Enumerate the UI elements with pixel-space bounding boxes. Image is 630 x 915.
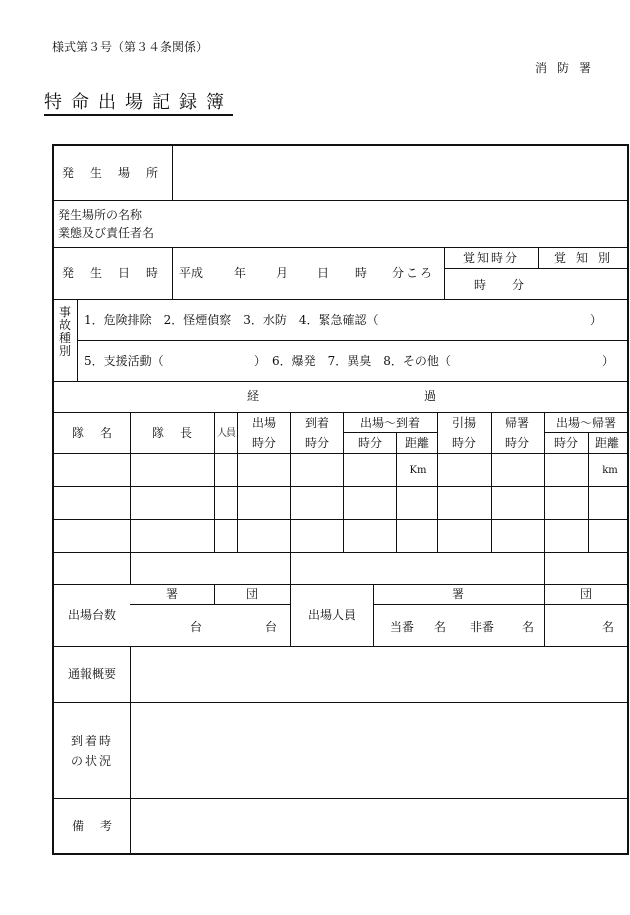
col-time: 時分	[553, 436, 579, 450]
col-distance: 距離	[404, 436, 430, 450]
table-row[interactable]	[54, 520, 627, 552]
remarks-field[interactable]	[131, 799, 627, 853]
arrival-status-label-1: 到着時	[70, 734, 114, 748]
col-return-2: 時分	[504, 436, 530, 450]
col-return-1: 帰署	[504, 416, 530, 430]
incident-type-row-2a: 5．支援活動（	[84, 354, 164, 368]
rule	[54, 381, 627, 382]
rule	[373, 584, 374, 646]
rule	[343, 432, 437, 433]
year-unit: 年	[234, 266, 247, 280]
col-distance: 距離	[594, 436, 620, 450]
awareness-time-label: 覚知時分	[462, 251, 520, 265]
incident-type-row-1-close: ）	[590, 313, 603, 327]
datetime-label: 発生日時	[61, 266, 175, 280]
km-unit: Km	[409, 465, 427, 476]
record-form	[52, 144, 629, 855]
location-name-label: 発生場所の名称	[58, 208, 143, 222]
awareness-type-label: 覚知別	[553, 251, 621, 265]
rule	[444, 268, 627, 269]
off-duty-label: 非番	[470, 620, 495, 634]
form-number: 様式第３号（第３４条関係）	[52, 40, 209, 54]
col-dispatch-2: 時分	[251, 436, 277, 450]
location-field[interactable]	[173, 146, 627, 200]
col-arrival-1: 到着	[304, 416, 330, 430]
col-unit-name: 隊名	[71, 426, 129, 440]
rule	[544, 432, 627, 433]
col-captain: 隊長	[151, 426, 209, 440]
col-dispatch-arrival: 出場〜到着	[359, 416, 421, 430]
vehicle-unit: 台	[265, 620, 278, 634]
report-summary-field[interactable]	[131, 647, 627, 702]
incident-type-row-1: 1．危険排除 2．怪煙偵察 3．水防 4．緊急確認（	[84, 313, 379, 327]
on-duty-label: 当番	[390, 620, 415, 634]
rule	[77, 299, 78, 381]
vehicles-label: 出場台数	[67, 608, 117, 622]
corps-header: 団	[245, 587, 259, 601]
table-row[interactable]	[54, 553, 627, 584]
progress-title-b: 過	[423, 389, 437, 403]
col-withdraw-2: 時分	[451, 436, 477, 450]
rule	[54, 299, 627, 300]
rule	[214, 584, 215, 604]
month-unit: 月	[276, 266, 289, 280]
person-unit: 名	[522, 620, 535, 634]
fire-station-label: 消防署	[535, 61, 602, 75]
col-dispatch-1: 出場	[251, 416, 277, 430]
era-label: 平成	[179, 266, 204, 280]
page-title: 特命出場記録簿	[44, 93, 233, 116]
table-row[interactable]	[54, 454, 627, 486]
vehicle-unit: 台	[190, 620, 203, 634]
person-unit: 名	[434, 620, 447, 634]
col-arrival-2: 時分	[304, 436, 330, 450]
remarks-label: 備考	[71, 819, 129, 833]
rule	[77, 340, 627, 341]
rule	[54, 247, 627, 248]
km-unit: km	[602, 465, 618, 476]
rule	[130, 604, 290, 605]
rule	[373, 604, 627, 605]
col-dispatch-return: 出場〜帰署	[555, 416, 617, 430]
col-withdraw-1: 引揚	[451, 416, 477, 430]
rule	[538, 247, 539, 268]
rule	[54, 412, 627, 413]
table-row[interactable]	[54, 487, 627, 519]
station-header: 署	[165, 587, 179, 601]
arrival-status-field[interactable]	[131, 703, 627, 798]
arrival-status-label-2: の状況	[70, 754, 114, 768]
location-name-field[interactable]	[173, 201, 627, 247]
incident-type-row-2-close: ）	[602, 354, 615, 368]
hour-unit: 時	[355, 266, 368, 280]
awareness-minute-unit: 分	[512, 278, 525, 292]
report-summary-label: 通報概要	[67, 667, 117, 681]
responsible-person-label: 業態及び責任者名	[58, 226, 155, 240]
corps-header: 団	[579, 587, 593, 601]
minute-unit: 分ころ	[392, 266, 435, 280]
station-header: 署	[451, 587, 465, 601]
personnel-label: 出場人員	[307, 608, 357, 622]
awareness-hour-unit: 時	[474, 278, 487, 292]
col-personnel: 人員	[217, 428, 235, 439]
col-time: 時分	[357, 436, 383, 450]
incident-type-row-2b: ） 6．爆発 7．異臭 8．その他（	[254, 354, 451, 368]
location-label: 発生場所	[61, 166, 175, 180]
rule	[54, 584, 627, 585]
person-unit: 名	[602, 620, 615, 634]
incident-type-label: 事故種別	[59, 305, 72, 358]
day-unit: 日	[317, 266, 330, 280]
progress-title-a: 経	[246, 389, 260, 403]
rule	[444, 247, 445, 299]
